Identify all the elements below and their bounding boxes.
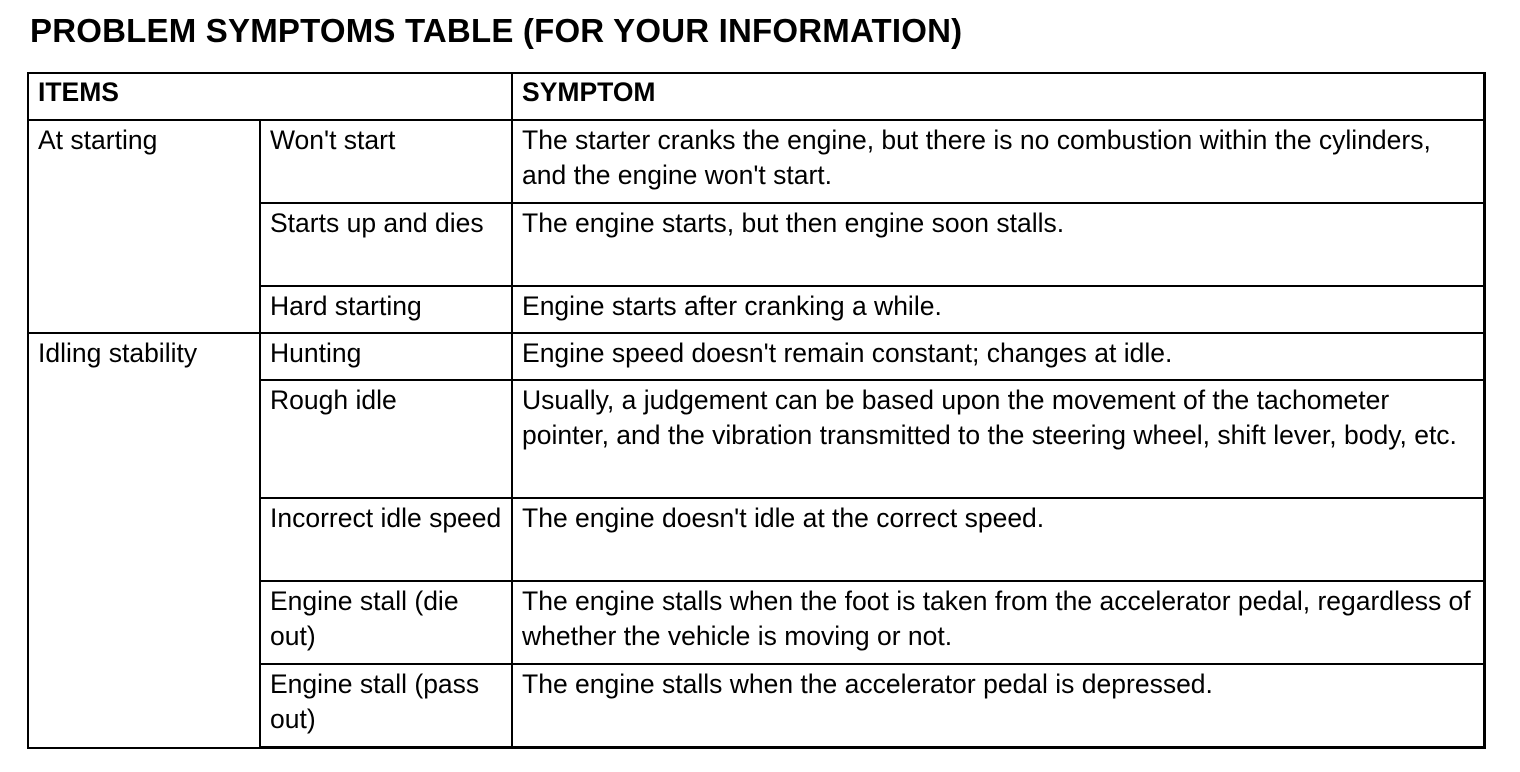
header-symptom: SYMPTOM: [512, 73, 1484, 120]
symptom-cell: The engine starts, but then engine soon stalls.: [512, 203, 1484, 286]
item-cell: Starts up and dies: [260, 203, 512, 286]
symptom-cell: Engine starts after cranking a while.: [512, 286, 1484, 333]
item-cell: Incorrect idle speed: [260, 498, 512, 581]
category-cell: At starting: [28, 120, 260, 333]
table-header-row: [28, 73, 1485, 120]
header-items: ITEMS: [28, 73, 512, 120]
item-cell: Won't start: [260, 120, 512, 203]
symptom-cell: The engine stalls when the foot is taken from the accelerator pedal, regardless of whether the vehicle is moving or not.: [512, 581, 1484, 664]
symptom-cell: The engine stalls when the accelerator pedal is depressed.: [512, 664, 1484, 748]
problem-symptoms-table: [27, 72, 1486, 749]
item-cell: Hunting: [260, 333, 512, 380]
item-cell: Engine stall (die out): [260, 581, 512, 664]
symptom-cell: The starter cranks the engine, but there is no combustion within the cylinders, and the engine won't start.: [512, 120, 1484, 203]
symptom-cell: Engine speed doesn't remain constant; changes at idle.: [512, 333, 1484, 380]
symptom-cell: The engine doesn't idle at the correct speed.: [512, 498, 1484, 581]
item-cell: Engine stall (pass out): [260, 664, 512, 748]
category-cell: Idling stability: [28, 333, 260, 748]
symptom-cell: Usually, a judgement can be based upon the movement of the tachometer pointer, and the vibration transmitted to the steering wheel, shift lever, body, etc.: [512, 380, 1484, 498]
table-row: [28, 120, 1485, 203]
item-cell: Hard starting: [260, 286, 512, 333]
item-cell: Rough idle: [260, 380, 512, 498]
table-row: [28, 333, 1485, 380]
page-title: PROBLEM SYMPTOMS TABLE (FOR YOUR INFORMATION): [30, 12, 963, 49]
